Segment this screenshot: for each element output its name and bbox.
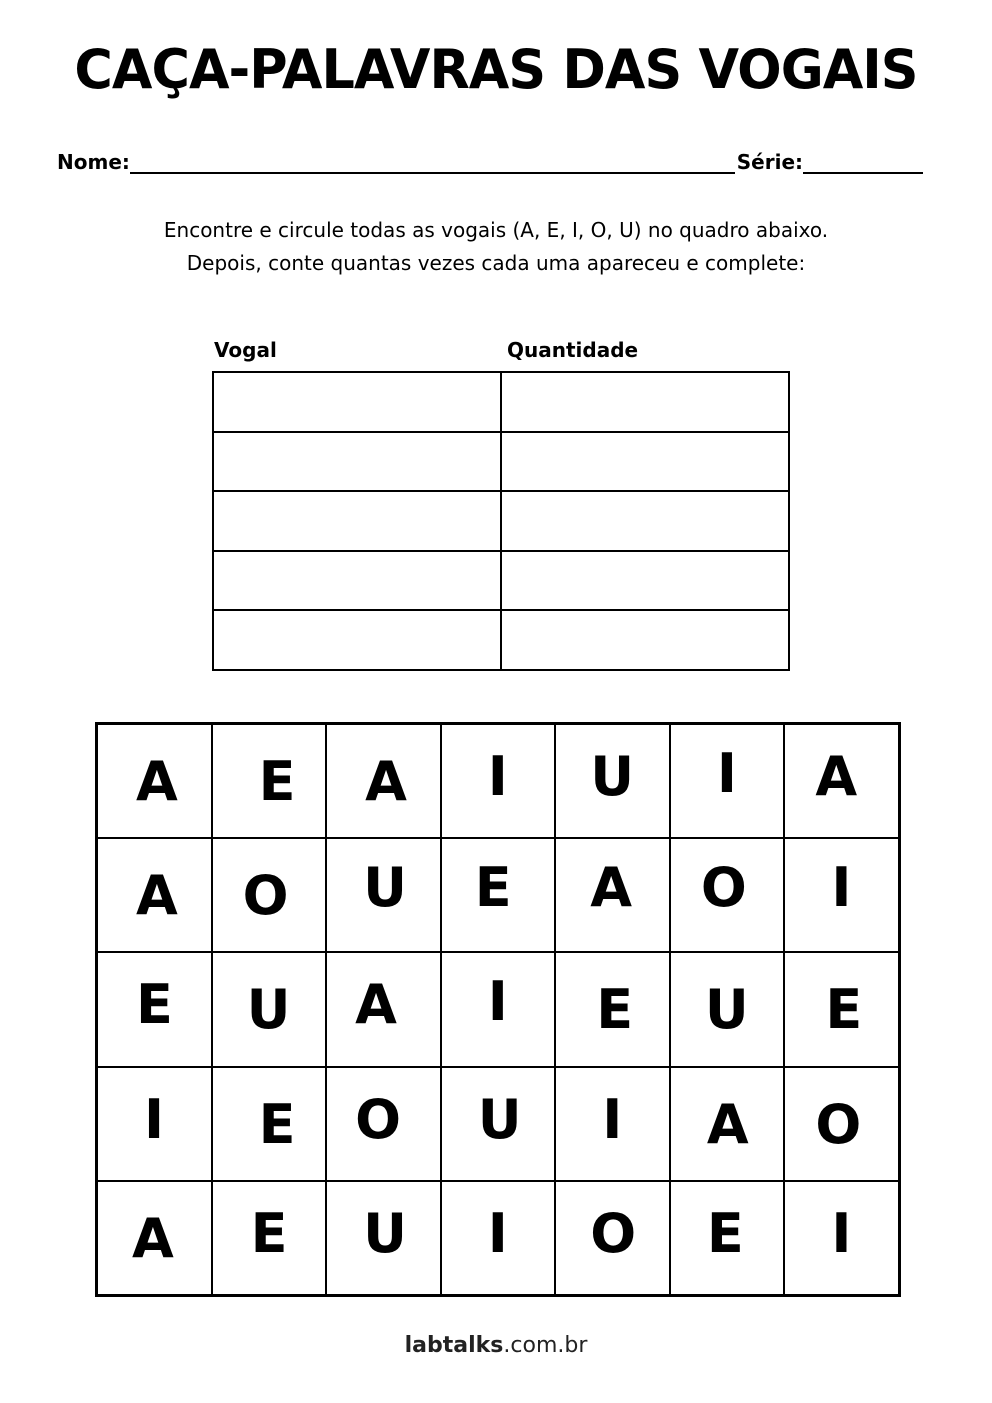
grid-cell[interactable] [441, 1067, 556, 1181]
grid-letter: E [258, 1092, 296, 1156]
grid-cell[interactable] [212, 724, 327, 838]
grid-cell[interactable] [326, 952, 441, 1066]
grid-cell[interactable] [441, 838, 556, 952]
grid-letter: I [144, 1087, 165, 1151]
vowel-column-header: Vogal [214, 338, 277, 362]
grid-letter: U [363, 1201, 407, 1265]
grid-letter: O [590, 1201, 637, 1265]
grid-cell[interactable] [97, 724, 212, 838]
instructions [0, 214, 992, 280]
grid-letter: U [477, 1087, 522, 1151]
count-table-row [213, 372, 789, 432]
vowel-cell[interactable] [213, 551, 501, 611]
grid-cell[interactable] [326, 724, 441, 838]
quantity-cell[interactable] [501, 491, 789, 551]
grid-letter: I [487, 1201, 508, 1265]
grid-cell[interactable] [326, 838, 441, 952]
grid-letter: I [602, 1087, 623, 1151]
grid-cell[interactable] [212, 1067, 327, 1181]
vowel-count-table [212, 371, 790, 671]
grid-cell[interactable] [555, 838, 670, 952]
grid-cell[interactable] [670, 952, 785, 1066]
grid-cell[interactable] [212, 1181, 327, 1295]
grid-letter: O [242, 864, 289, 928]
grid-letter: A [815, 745, 858, 808]
letter-grid [95, 722, 901, 1297]
grid-letter: I [487, 970, 508, 1034]
grid-cell[interactable] [784, 838, 899, 952]
grid-cell[interactable] [555, 952, 670, 1066]
grid-letter: A [365, 750, 407, 813]
grid-letter: I [831, 1201, 852, 1265]
vowel-cell[interactable] [213, 372, 501, 432]
grade-label: Série: [736, 150, 803, 174]
grid-cell[interactable] [326, 1067, 441, 1181]
grid-letter: I [716, 742, 737, 805]
grid-letter: E [825, 978, 863, 1042]
grid-cell[interactable] [555, 1067, 670, 1181]
count-table-row [213, 491, 789, 551]
grid-letter: E [250, 1201, 288, 1265]
count-table-row [213, 610, 789, 670]
name-label: Nome: [57, 150, 130, 174]
vowel-cell[interactable] [213, 610, 501, 670]
grid-cell[interactable] [97, 952, 212, 1066]
grid-cell[interactable] [555, 1181, 670, 1295]
vowel-cell[interactable] [213, 432, 501, 492]
brand-domain: .com.br [503, 1333, 588, 1358]
grid-letter: E [596, 978, 634, 1042]
grid-letter: A [355, 973, 397, 1037]
grid-cell[interactable] [784, 1181, 899, 1295]
grid-cell[interactable] [670, 838, 785, 952]
grid-cell[interactable] [212, 838, 327, 952]
name-blank[interactable] [130, 154, 735, 174]
brand-name: labtalks [404, 1333, 504, 1358]
grid-cell[interactable] [212, 952, 327, 1066]
grid-letter: U [590, 745, 635, 808]
grid-cell[interactable] [784, 952, 899, 1066]
grid-cell[interactable] [784, 1067, 899, 1181]
grid-cell[interactable] [441, 1181, 556, 1295]
grid-cell[interactable] [441, 952, 556, 1066]
grid-letter: A [590, 856, 633, 920]
grid-cell[interactable] [670, 724, 785, 838]
count-table-row [213, 432, 789, 492]
grid-cell[interactable] [97, 1181, 212, 1295]
count-table-row [213, 551, 789, 611]
grid-letter: E [706, 1201, 744, 1265]
quantity-cell[interactable] [501, 432, 789, 492]
grid-letter: A [132, 1206, 174, 1270]
grid-letter: I [831, 856, 852, 920]
footer-brand [0, 1333, 992, 1358]
grid-cell[interactable] [97, 1067, 212, 1181]
instruction-line: Depois, conte quantas vezes cada uma apareceu e complete: [186, 251, 806, 275]
grid-cell[interactable] [670, 1181, 785, 1295]
grid-letter: U [246, 978, 291, 1042]
grid-letter: O [355, 1087, 402, 1151]
grid-letter: A [136, 864, 178, 928]
grid-cell[interactable] [97, 838, 212, 952]
grid-letter: U [363, 856, 407, 920]
grid-cell[interactable] [555, 724, 670, 838]
grid-cell[interactable] [670, 1067, 785, 1181]
grid-letter: U [704, 978, 749, 1042]
instruction-line: Encontre e circule todas as vogais (A, E, I, O, U) no quadro abaixo. [163, 218, 829, 242]
grid-letter: E [136, 973, 173, 1037]
grade-blank[interactable] [803, 154, 923, 174]
quantity-cell[interactable] [501, 610, 789, 670]
grid-letter: A [136, 750, 178, 813]
grid-letter: O [815, 1092, 862, 1156]
grid-letter: I [487, 745, 508, 808]
grid-letter: E [474, 856, 512, 920]
student-info-line [57, 150, 923, 174]
page-title: CAÇA-PALAVRAS DAS VOGAIS [74, 38, 918, 101]
quantity-column-header: Quantidade [507, 338, 639, 362]
grid-cell[interactable] [784, 724, 899, 838]
grid-letter: A [706, 1092, 749, 1156]
grid-cell[interactable] [441, 724, 556, 838]
grid-letter: O [700, 856, 747, 920]
vowel-cell[interactable] [213, 491, 501, 551]
grid-cell[interactable] [326, 1181, 441, 1295]
quantity-cell[interactable] [501, 372, 789, 432]
quantity-cell[interactable] [501, 551, 789, 611]
grid-letter: E [258, 750, 296, 813]
